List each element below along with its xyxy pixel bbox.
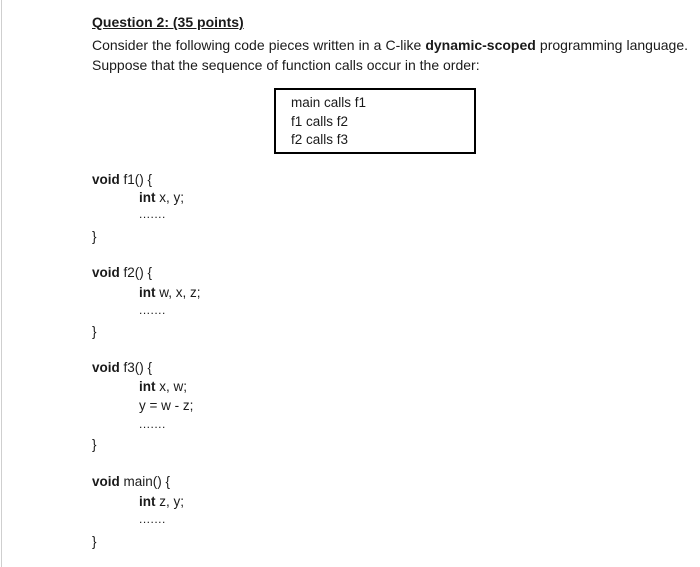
f3-closing-brace: } (92, 437, 97, 452)
f2-ellipsis: ....... (139, 303, 166, 317)
f3-int-keyword: int (139, 379, 156, 394)
f2-signature (92, 265, 152, 280)
f2-signature-rest: f2() { (119, 265, 153, 280)
f2-int-keyword: int (139, 285, 156, 300)
main-int-keyword: int (139, 494, 156, 509)
intro-bold-term: dynamic-scoped (425, 37, 536, 53)
f2-closing-brace: } (92, 324, 97, 339)
main-declaration (139, 494, 184, 509)
call-sequence-box (274, 88, 476, 154)
f1-declaration (139, 190, 184, 205)
page-edge-rule (1, 0, 2, 567)
f1-ellipsis: ....... (139, 207, 166, 221)
question-title: Question 2: (35 points) (92, 14, 244, 30)
main-signature (92, 474, 170, 489)
f3-void-keyword: void (92, 360, 120, 375)
call-sequence-line: main calls f1 (291, 95, 367, 110)
f1-signature-rest: f1() { (119, 172, 153, 187)
f3-statement: y = w - z; (139, 398, 194, 413)
main-signature-rest: main() { (119, 474, 171, 489)
f2-void-keyword: void (92, 265, 120, 280)
intro-text-after: programming language. Suppose that the sequence of function calls occur in the order: (92, 37, 688, 73)
f1-void-keyword: void (92, 172, 120, 187)
main-declaration-rest: z, y; (155, 494, 185, 509)
call-sequence-line: f1 calls f2 (291, 113, 349, 129)
question-intro (92, 36, 688, 75)
f3-declaration-rest: x, w; (155, 379, 188, 394)
main-ellipsis: ....... (139, 512, 166, 526)
f3-ellipsis: ....... (139, 417, 166, 431)
f1-int-keyword: int (139, 190, 156, 205)
main-void-keyword: void (92, 474, 120, 489)
f3-declaration (139, 379, 187, 394)
f2-declaration-rest: w, x, z; (155, 285, 201, 300)
f3-signature-rest: f3() { (119, 360, 153, 375)
main-closing-brace: } (92, 534, 97, 549)
call-sequence-line: f2 calls f3 (291, 132, 349, 147)
f1-signature (92, 172, 152, 187)
f2-declaration (139, 285, 201, 300)
intro-text-before: Consider the following code pieces written in a C-like (92, 37, 426, 53)
f1-closing-brace: } (92, 229, 97, 244)
f1-declaration-rest: x, y; (155, 190, 185, 205)
f3-signature (92, 360, 152, 375)
